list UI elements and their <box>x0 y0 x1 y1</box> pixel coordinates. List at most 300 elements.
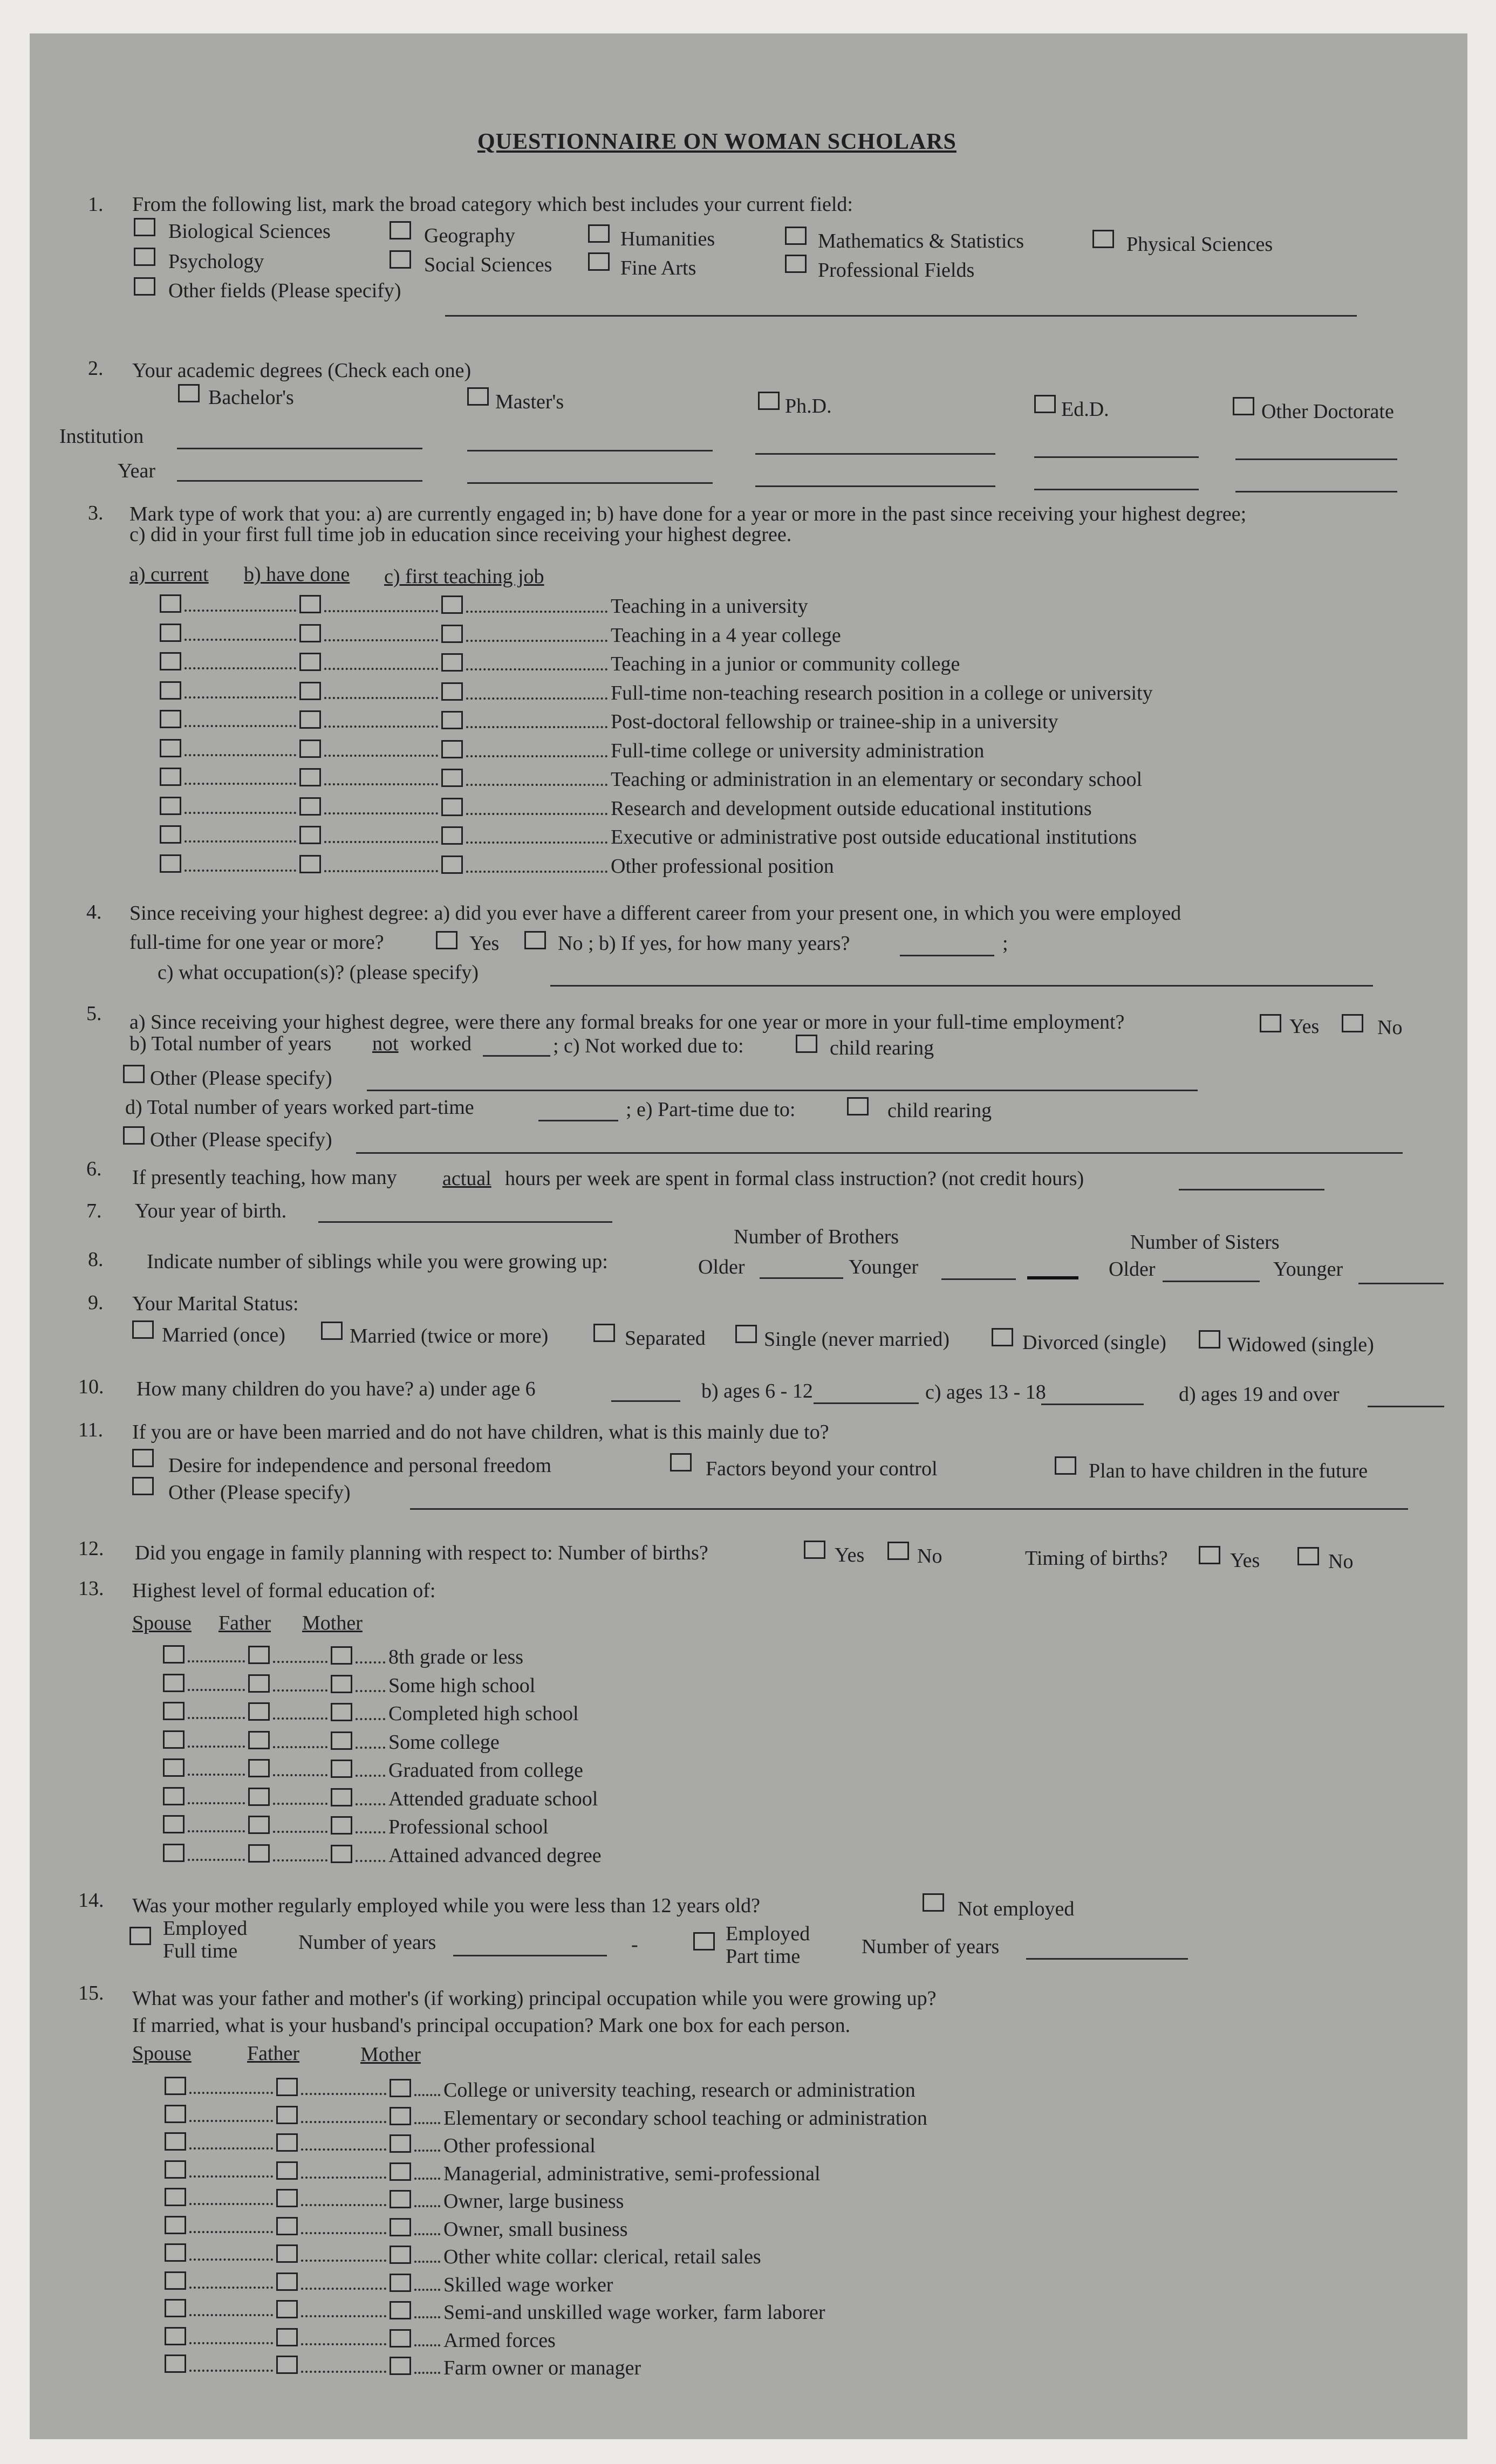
q13-row-4-dots-2 <box>273 1746 327 1748</box>
q8-text: Indicate number of siblings while you were growing up: <box>147 1250 608 1273</box>
q5-e-other-checkbox[interactable] <box>123 1126 145 1145</box>
q5-c-other-checkbox[interactable] <box>123 1065 145 1083</box>
q3-row-1-checkbox-3[interactable] <box>441 596 463 614</box>
q3-row-2-checkbox-1[interactable] <box>160 624 181 642</box>
q3-col-current: a) current <box>129 563 209 586</box>
q10-number: 10. <box>78 1375 104 1398</box>
q8-brothers-older-line[interactable] <box>760 1277 843 1279</box>
q13-row-3-dots-3 <box>356 1718 385 1720</box>
q1-checkbox-psychology[interactable] <box>134 248 155 266</box>
q13-row-7-checkbox-3[interactable] <box>331 1816 352 1835</box>
q13-row-5-checkbox-1[interactable] <box>163 1758 185 1777</box>
q13-row-5-checkbox-3[interactable] <box>331 1760 352 1778</box>
q15-row-1-checkbox-3[interactable] <box>390 2079 411 2097</box>
q13-row-7-checkbox-2[interactable] <box>248 1816 270 1834</box>
q9-option-widowed: Widowed (single) <box>1227 1333 1374 1356</box>
q15-row-4-checkbox-1[interactable] <box>165 2160 186 2179</box>
q6-text-b: hours per week are spent in formal class instruction? (not credit hours) <box>505 1167 1084 1190</box>
q4-text-line3: c) what occupation(s)? (please specify) <box>158 961 479 984</box>
q15-row-5-checkbox-1[interactable] <box>165 2188 186 2206</box>
q14-full-time-checkbox[interactable] <box>129 1927 151 1945</box>
q2-institution-edd[interactable] <box>1034 456 1199 458</box>
q3-row-7-checkbox-3[interactable] <box>441 769 463 787</box>
q13-col-mother: Mother <box>302 1612 363 1634</box>
q13-col-father: Father <box>218 1612 271 1634</box>
q15-row-10-dots-2 <box>301 2343 386 2345</box>
q13-row-1-dots-3 <box>356 1661 385 1664</box>
q3-row-2-dots-2 <box>324 639 438 641</box>
q3-row-3-dots-1 <box>185 667 296 669</box>
q15-row-7-dots-3 <box>414 2261 440 2263</box>
q4-no-checkbox[interactable] <box>524 931 546 949</box>
q15-col-spouse: Spouse <box>132 2042 192 2065</box>
q8-sisters-younger-label: Younger <box>1273 1258 1343 1281</box>
q7-birth-year-line[interactable] <box>318 1221 612 1223</box>
q13-row-7-dots-2 <box>273 1831 327 1833</box>
q4-yes-checkbox[interactable] <box>436 931 457 949</box>
q13-row-4-dots-1 <box>188 1746 245 1748</box>
q12-births-yes-label: Yes <box>835 1544 865 1566</box>
q15-row-5-label: Owner, large business <box>443 2190 624 2213</box>
q12-timing-label: Timing of births? <box>1025 1547 1168 1570</box>
q14-text: Was your mother regularly employed while you were less than 12 years old? <box>132 1894 761 1917</box>
q13-row-6-checkbox-1[interactable] <box>163 1787 185 1805</box>
q13-row-6-dots-2 <box>273 1803 327 1805</box>
q15-row-6-dots-2 <box>301 2232 386 2234</box>
q1-option-social: Social Sciences <box>424 254 552 276</box>
q13-row-8-checkbox-1[interactable] <box>163 1844 185 1862</box>
q15-row-3-checkbox-2[interactable] <box>276 2133 298 2152</box>
q13-row-2-dots-3 <box>356 1690 385 1692</box>
q2-institution-label: Institution <box>59 425 144 448</box>
q15-row-5-dots-2 <box>301 2204 386 2206</box>
q13-row-6-checkbox-2[interactable] <box>248 1788 270 1806</box>
q10-a-line[interactable] <box>611 1400 680 1402</box>
q9-checkbox-widowed[interactable] <box>1199 1330 1220 1349</box>
q2-year-edd[interactable] <box>1034 489 1199 490</box>
q15-row-4-label: Managerial, administrative, semi-professional <box>443 2162 821 2185</box>
q3-row-2-label: Teaching in a 4 year college <box>611 624 841 647</box>
q15-row-9-dots-3 <box>414 2316 440 2318</box>
q3-row-8-dots-3 <box>466 813 607 815</box>
q15-row-4-dots-3 <box>414 2178 440 2180</box>
q3-row-1-checkbox-1[interactable] <box>160 594 181 613</box>
q14-full-time-years-label: Number of years <box>298 1931 436 1954</box>
q4-years-line[interactable] <box>900 955 994 956</box>
q2-institution-masters[interactable] <box>467 450 713 451</box>
q13-row-4-checkbox-2[interactable] <box>248 1731 270 1749</box>
q3-row-1-checkbox-2[interactable] <box>299 595 321 613</box>
q13-row-6-checkbox-3[interactable] <box>331 1788 352 1806</box>
q15-row-9-checkbox-1[interactable] <box>165 2299 186 2317</box>
q3-row-4-label: Full-time non-teaching research position in a college or university <box>611 681 1153 704</box>
q13-row-5-dots-2 <box>273 1774 327 1776</box>
q5-b-label: b) Total number of years <box>129 1032 332 1055</box>
q8-number: 8. <box>88 1248 104 1271</box>
q15-row-7-checkbox-2[interactable] <box>276 2244 298 2263</box>
q3-col-have-done: b) have done <box>244 563 350 586</box>
q10-d-line[interactable] <box>1368 1406 1444 1407</box>
q15-row-1-checkbox-2[interactable] <box>276 2078 298 2096</box>
q13-row-3-label: Completed high school <box>388 1702 579 1725</box>
q14-part-time-checkbox[interactable] <box>693 1932 715 1950</box>
q15-row-11-checkbox-2[interactable] <box>276 2356 298 2374</box>
q3-row-2-dots-1 <box>185 639 296 641</box>
q3-row-1-dots-3 <box>466 611 607 613</box>
q3-row-6-checkbox-3[interactable] <box>441 740 463 758</box>
q3-row-1-dots-1 <box>185 610 296 612</box>
q3-row-3-checkbox-2[interactable] <box>299 653 321 671</box>
q5-c-child-rearing-checkbox[interactable] <box>796 1035 817 1053</box>
q10-c-line[interactable] <box>1041 1404 1144 1405</box>
q2-checkbox-masters[interactable] <box>467 387 489 406</box>
q15-row-3-checkbox-3[interactable] <box>390 2134 411 2153</box>
q9-checkbox-separated[interactable] <box>593 1324 615 1342</box>
q9-option-married-once: Married (once) <box>162 1324 285 1346</box>
q15-row-9-dots-2 <box>301 2315 386 2317</box>
q3-text-line2: c) did in your first full time job in education since receiving your highest degree. <box>129 523 792 546</box>
q3-row-10-checkbox-1[interactable] <box>160 854 181 873</box>
q9-option-divorced: Divorced (single) <box>1022 1331 1166 1354</box>
q8-sisters-older-label: Older <box>1109 1258 1156 1281</box>
q14-part-time-label-1: Employed <box>726 1922 810 1945</box>
q15-row-6-dots-3 <box>414 2233 440 2235</box>
q15-row-8-dots-2 <box>301 2288 386 2290</box>
q12-births-no-checkbox[interactable] <box>887 1542 909 1560</box>
q1-checkbox-other[interactable] <box>134 277 155 296</box>
q13-row-7-dots-3 <box>356 1831 385 1833</box>
q3-row-5-dots-2 <box>324 725 438 728</box>
q11-checkbox-plan-future[interactable] <box>1055 1456 1076 1475</box>
q3-row-4-dots-3 <box>466 697 607 700</box>
q3-row-5-label: Post-doctoral fellowship or trainee-ship in a university <box>611 710 1058 733</box>
q3-row-6-checkbox-1[interactable] <box>160 739 181 757</box>
q15-row-10-checkbox-3[interactable] <box>390 2329 411 2347</box>
q15-row-3-label: Other professional <box>443 2134 596 2157</box>
q15-row-2-checkbox-2[interactable] <box>276 2106 298 2124</box>
q11-option-independence: Desire for independence and personal freedom <box>168 1454 552 1477</box>
q5-yes-checkbox[interactable] <box>1260 1014 1281 1032</box>
q4-semicolon: ; <box>1002 932 1008 955</box>
q15-row-2-dots-2 <box>301 2121 386 2123</box>
q13-row-8-checkbox-3[interactable] <box>331 1845 352 1863</box>
q3-row-5-checkbox-3[interactable] <box>441 711 463 729</box>
q9-number: 9. <box>88 1291 104 1314</box>
q15-row-10-checkbox-1[interactable] <box>165 2327 186 2345</box>
q3-row-4-checkbox-3[interactable] <box>441 682 463 701</box>
q3-row-9-checkbox-2[interactable] <box>299 826 321 844</box>
q1-option-geography: Geography <box>424 224 515 247</box>
q13-row-2-dots-1 <box>188 1689 245 1691</box>
q15-row-7-checkbox-1[interactable] <box>165 2243 186 2262</box>
q11-other-line[interactable] <box>410 1508 1408 1510</box>
q5-e-child-rearing-label: child rearing <box>887 1099 992 1122</box>
q15-row-1-checkbox-1[interactable] <box>165 2077 186 2095</box>
q13-row-3-checkbox-3[interactable] <box>331 1703 352 1721</box>
q15-row-4-checkbox-2[interactable] <box>276 2161 298 2180</box>
q15-row-2-checkbox-3[interactable] <box>390 2107 411 2125</box>
q5-b-worked: worked <box>410 1032 472 1055</box>
q15-row-3-checkbox-1[interactable] <box>165 2132 186 2151</box>
q3-row-8-checkbox-2[interactable] <box>299 797 321 816</box>
q3-row-7-label: Teaching or administration in an elementary or secondary school <box>611 768 1143 791</box>
q15-row-11-checkbox-3[interactable] <box>390 2357 411 2375</box>
q2-checkbox-other-doctorate[interactable] <box>1233 397 1254 415</box>
q4-no-label: No ; b) If yes, for how many years? <box>558 932 850 955</box>
q6-number: 6. <box>86 1158 102 1180</box>
q13-row-2-checkbox-1[interactable] <box>163 1674 185 1692</box>
q13-row-5-checkbox-2[interactable] <box>248 1759 270 1777</box>
q3-row-2-checkbox-2[interactable] <box>299 624 321 642</box>
q13-row-3-checkbox-1[interactable] <box>163 1702 185 1720</box>
q5-c-child-rearing-label: child rearing <box>830 1037 934 1059</box>
q3-row-10-dots-3 <box>466 871 607 873</box>
q3-row-9-checkbox-1[interactable] <box>160 825 181 844</box>
q13-row-8-dots-3 <box>356 1860 385 1862</box>
q11-checkbox-independence[interactable] <box>132 1449 154 1467</box>
q5-d-years-line[interactable] <box>538 1120 618 1121</box>
q2-year-bachelors[interactable] <box>177 480 422 482</box>
q2-checkbox-bachelors[interactable] <box>178 384 200 402</box>
q3-row-3-label: Teaching in a junior or community college <box>611 653 960 675</box>
q4-text-line1: Since receiving your highest degree: a) did you ever have a different career from your present one, in which you were employed <box>129 902 1181 925</box>
q3-row-6-checkbox-2[interactable] <box>299 740 321 758</box>
q9-option-separated: Separated <box>625 1327 706 1350</box>
q3-row-1-label: Teaching in a university <box>611 595 808 618</box>
q10-b-label: b) ages 6 - 12 <box>701 1380 813 1402</box>
q9-checkbox-divorced[interactable] <box>992 1328 1013 1346</box>
q1-option-professional: Professional Fields <box>818 259 975 282</box>
q15-row-6-checkbox-3[interactable] <box>390 2218 411 2236</box>
q13-row-4-checkbox-1[interactable] <box>163 1730 185 1749</box>
q14-not-employed-checkbox[interactable] <box>923 1893 944 1912</box>
q11-text: If you are or have been married and do not have children, what is this mainly due to? <box>132 1421 829 1443</box>
q15-col-mother: Mother <box>360 2043 421 2066</box>
q1-checkbox-professional[interactable] <box>785 255 807 273</box>
q15-col-father: Father <box>247 2042 300 2065</box>
q15-row-5-dots-3 <box>414 2205 440 2207</box>
q15-row-10-label: Armed forces <box>443 2329 556 2352</box>
q3-row-9-dots-1 <box>185 840 296 843</box>
q3-row-5-checkbox-1[interactable] <box>160 710 181 728</box>
q15-row-10-checkbox-2[interactable] <box>276 2328 298 2346</box>
q15-row-9-checkbox-3[interactable] <box>390 2301 411 2319</box>
q15-row-3-dots-2 <box>301 2148 386 2151</box>
q1-option-math: Mathematics & Statistics <box>818 230 1024 252</box>
q9-option-single: Single (never married) <box>764 1328 949 1351</box>
q3-row-7-checkbox-1[interactable] <box>160 768 181 786</box>
q12-births-yes-checkbox[interactable] <box>804 1541 825 1559</box>
q5-e-other-line[interactable] <box>356 1152 1403 1154</box>
q3-row-5-dots-1 <box>185 725 296 727</box>
q2-institution-other[interactable] <box>1235 458 1397 460</box>
q3-row-4-dots-2 <box>324 697 438 699</box>
q13-row-2-checkbox-2[interactable] <box>248 1674 270 1693</box>
q11-checkbox-beyond-control[interactable] <box>670 1453 692 1471</box>
q13-row-6-dots-1 <box>188 1802 245 1804</box>
q15-row-4-checkbox-3[interactable] <box>390 2162 411 2181</box>
q15-row-9-checkbox-2[interactable] <box>276 2300 298 2318</box>
q15-row-3-dots-3 <box>414 2150 440 2152</box>
q13-row-6-label: Attended graduate school <box>388 1787 598 1810</box>
q12-timing-no-label: No <box>1328 1550 1354 1573</box>
q13-row-1-checkbox-2[interactable] <box>248 1646 270 1664</box>
q2-checkbox-edd[interactable] <box>1034 395 1056 413</box>
q8-brothers-younger-label: Younger <box>849 1256 919 1278</box>
q13-row-4-checkbox-3[interactable] <box>331 1731 352 1750</box>
q15-row-4-dots-2 <box>301 2176 386 2179</box>
q15-row-9-dots-1 <box>189 2314 273 2316</box>
q3-row-1-dots-2 <box>324 610 438 612</box>
q3-row-10-dots-1 <box>185 870 296 872</box>
q8-sisters-header: Number of Sisters <box>1130 1231 1280 1254</box>
q2-degree-edd: Ed.D. <box>1061 398 1109 421</box>
q15-row-11-checkbox-1[interactable] <box>165 2355 186 2373</box>
q12-timing-yes-checkbox[interactable] <box>1199 1546 1220 1564</box>
q2-institution-phd[interactable] <box>755 453 995 455</box>
q15-row-8-checkbox-1[interactable] <box>165 2271 186 2290</box>
q5-c-other-line[interactable] <box>367 1090 1198 1091</box>
q5-no-checkbox[interactable] <box>1342 1014 1363 1032</box>
q3-row-2-checkbox-3[interactable] <box>441 625 463 643</box>
q4-number: 4. <box>86 901 102 923</box>
q12-timing-no-checkbox[interactable] <box>1297 1547 1319 1565</box>
q2-institution-bachelors[interactable] <box>177 448 422 449</box>
q3-row-3-dots-2 <box>324 668 438 670</box>
q1-checkbox-physical[interactable] <box>1092 230 1114 248</box>
q15-row-8-checkbox-2[interactable] <box>276 2273 298 2291</box>
q13-row-7-checkbox-1[interactable] <box>163 1815 185 1833</box>
q15-row-5-checkbox-2[interactable] <box>276 2189 298 2207</box>
q5-e-child-rearing-checkbox[interactable] <box>847 1097 869 1115</box>
q5-e-label: ; e) Part-time due to: <box>626 1098 796 1121</box>
q3-row-9-checkbox-3[interactable] <box>441 826 463 845</box>
q3-row-7-dots-3 <box>466 784 607 786</box>
q9-checkbox-married-twice[interactable] <box>321 1322 343 1340</box>
q15-row-6-checkbox-1[interactable] <box>165 2216 186 2234</box>
q2-year-phd[interactable] <box>755 485 995 487</box>
q2-checkbox-phd[interactable] <box>758 392 780 410</box>
q15-row-1-dots-1 <box>189 2092 273 2094</box>
q3-row-10-label: Other professional position <box>611 854 834 878</box>
q15-row-3-dots-1 <box>189 2147 273 2150</box>
q15-row-5-checkbox-3[interactable] <box>390 2190 411 2208</box>
q3-row-5-dots-3 <box>466 726 607 728</box>
q5-b-years-line[interactable] <box>483 1055 550 1057</box>
q4-yes-label: Yes <box>469 932 500 955</box>
q3-row-3-checkbox-1[interactable] <box>160 652 181 670</box>
q3-row-10-checkbox-3[interactable] <box>441 855 463 874</box>
q15-row-1-label: College or university teaching, research or administration <box>443 2079 916 2102</box>
q13-row-7-label: Professional school <box>388 1816 549 1838</box>
q3-row-4-checkbox-2[interactable] <box>299 682 321 700</box>
q2-text: Your academic degrees (Check each one) <box>132 359 472 382</box>
q15-row-6-checkbox-2[interactable] <box>276 2217 298 2235</box>
q5-b-not: not <box>372 1032 399 1055</box>
q13-row-2-checkbox-3[interactable] <box>331 1675 352 1693</box>
q2-year-masters[interactable] <box>467 482 713 484</box>
q3-row-7-checkbox-2[interactable] <box>299 768 321 786</box>
q1-other-line[interactable] <box>445 315 1357 317</box>
q15-row-11-label: Farm owner or manager <box>443 2357 641 2379</box>
q14-full-time-years-line[interactable] <box>453 1955 607 1956</box>
q3-row-8-checkbox-1[interactable] <box>160 797 181 815</box>
q1-checkbox-math[interactable] <box>785 227 807 245</box>
q15-row-2-checkbox-1[interactable] <box>165 2105 186 2123</box>
q3-row-8-checkbox-3[interactable] <box>441 798 463 816</box>
q13-row-3-checkbox-2[interactable] <box>248 1702 270 1721</box>
q10-b-line[interactable] <box>814 1402 919 1404</box>
q15-row-2-label: Elementary or secondary school teaching or administration <box>443 2106 927 2130</box>
q13-row-1-checkbox-1[interactable] <box>163 1645 185 1664</box>
q15-row-8-checkbox-3[interactable] <box>390 2274 411 2292</box>
q5-text-line1: a) Since receiving your highest degree, were there any formal breaks for one year or more in your full-time employment? <box>129 1011 1125 1033</box>
q15-row-8-dots-3 <box>414 2289 440 2291</box>
q8-brothers-younger-line[interactable] <box>941 1278 1016 1280</box>
q14-part-time-years-line[interactable] <box>1026 1958 1188 1960</box>
q13-row-4-label: Some college <box>388 1730 500 1754</box>
q1-checkbox-geography[interactable] <box>390 221 411 239</box>
q1-checkbox-biological[interactable] <box>134 218 155 236</box>
q3-row-4-checkbox-1[interactable] <box>160 681 181 700</box>
q8-sisters-younger-line[interactable] <box>1358 1283 1444 1284</box>
q11-option-beyond-control: Factors beyond your control <box>706 1457 938 1480</box>
q11-number: 11. <box>78 1419 104 1441</box>
q13-row-8-checkbox-2[interactable] <box>248 1844 270 1863</box>
q4-occupation-line[interactable] <box>550 985 1373 987</box>
q15-row-7-checkbox-3[interactable] <box>390 2246 411 2264</box>
q13-row-7-dots-1 <box>188 1830 245 1832</box>
page-title: QUESTIONNAIRE ON WOMAN SCHOLARS <box>477 129 957 154</box>
q3-row-5-checkbox-2[interactable] <box>299 710 321 729</box>
q1-checkbox-finearts[interactable] <box>588 252 610 271</box>
q13-row-3-dots-1 <box>188 1717 245 1719</box>
q13-row-1-checkbox-3[interactable] <box>331 1646 352 1665</box>
q15-row-1-dots-3 <box>414 2094 440 2096</box>
q15-row-11-dots-1 <box>189 2370 273 2372</box>
q15-row-1-dots-2 <box>301 2093 386 2095</box>
q3-row-10-dots-2 <box>324 870 438 872</box>
q11-checkbox-other[interactable] <box>132 1477 154 1495</box>
q3-row-10-checkbox-2[interactable] <box>299 855 321 873</box>
q2-year-other[interactable] <box>1235 491 1397 492</box>
q15-row-10-dots-3 <box>414 2344 440 2346</box>
q1-checkbox-social[interactable] <box>390 250 411 269</box>
q6-actual: actual <box>442 1167 491 1190</box>
q14-number: 14. <box>78 1889 104 1912</box>
q15-row-9-label: Semi-and unskilled wage worker, farm laborer <box>443 2301 825 2324</box>
q3-row-9-label: Executive or administrative post outside educational institutions <box>611 826 1137 848</box>
q7-text: Your year of birth. <box>135 1200 287 1222</box>
q3-row-3-checkbox-3[interactable] <box>441 653 463 672</box>
q9-checkbox-single[interactable] <box>735 1325 757 1343</box>
q4-text-line2: full-time for one year or more? <box>129 931 384 954</box>
q3-col-first-job: c) first teaching job <box>384 565 544 588</box>
q1-checkbox-humanities[interactable] <box>588 224 610 243</box>
q2-degree-other-doctorate: Other Doctorate <box>1261 400 1394 423</box>
q9-checkbox-married-once[interactable] <box>132 1320 154 1339</box>
q13-row-1-dots-2 <box>273 1661 327 1663</box>
q8-sisters-older-line[interactable] <box>1163 1281 1260 1282</box>
q10-d-label: d) ages 19 and over <box>1179 1383 1340 1406</box>
q3-row-9-dots-2 <box>324 841 438 843</box>
q3-row-8-label: Research and development outside educational institutions <box>611 797 1092 820</box>
q15-number: 15. <box>78 1982 104 2004</box>
q9-option-married-twice: Married (twice or more) <box>350 1325 549 1347</box>
q6-hours-line[interactable] <box>1179 1189 1324 1190</box>
q13-row-3-dots-2 <box>273 1717 327 1720</box>
q2-year-label: Year <box>118 460 156 482</box>
